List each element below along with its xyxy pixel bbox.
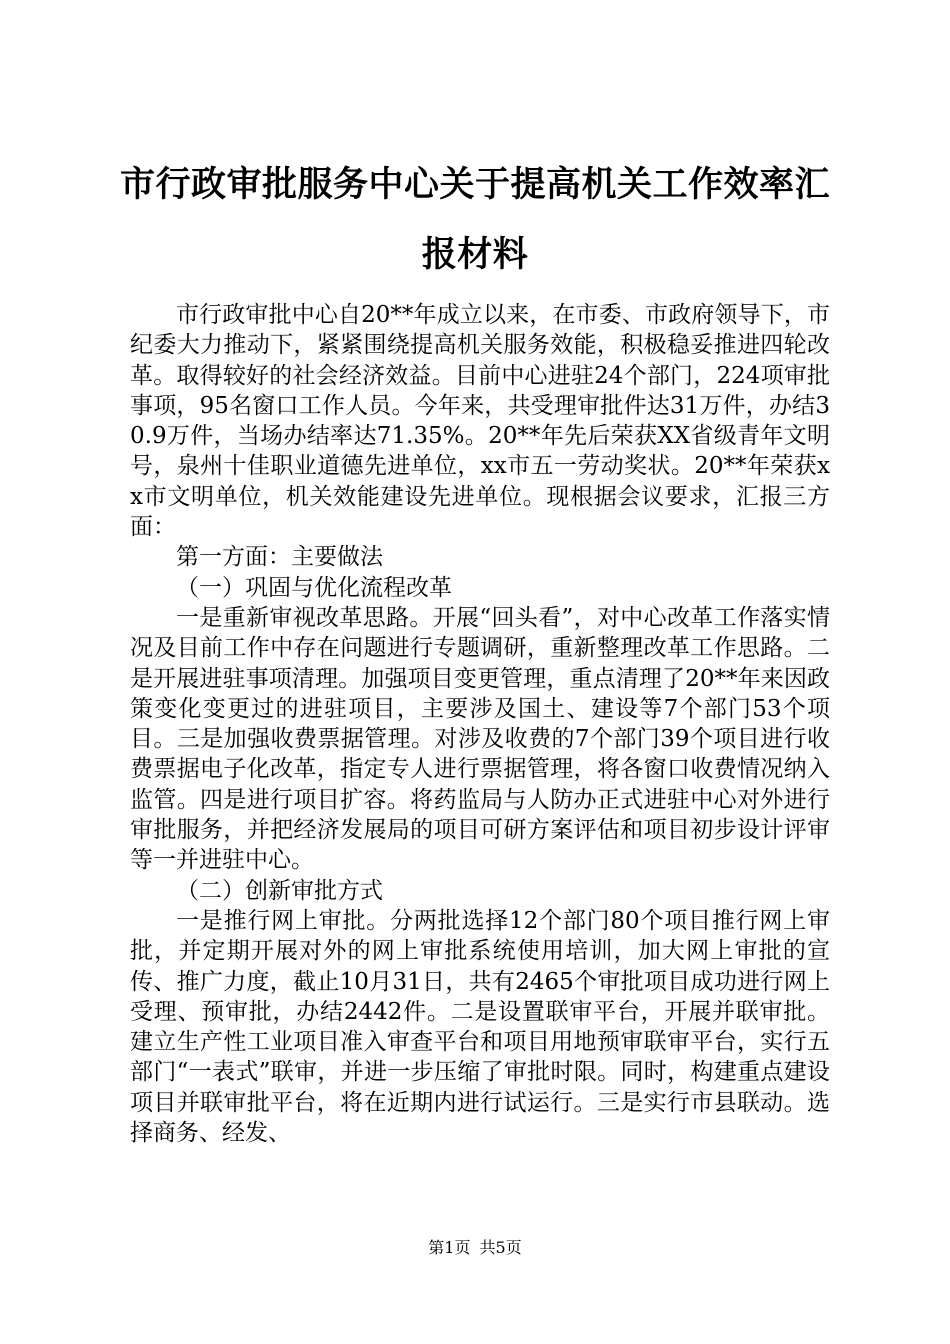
paragraph-process-reform: 一是重新审视改革思路。开展“回头看”，对中心改革工作落实情况及目前工作中存在问题进行专题调研，重新整理改革工作思路。二是开展进驻事项清理。加强项目变更管理，重点清理了20**年来因政策变化变更过的进驻项目，主要涉及国土、建设等7个部门53个项目。三是加强收费票据管理。对涉及收费的7个部门39个项目进行收费票据电子化改革，指定专人进行票据管理，将各窗口收费情况纳入监管。四是进行项目扩容。将药监局与人防办正式进驻中心对外进行审批服务，并把经济发展局的项目可研方案评估和项目初步设计评审等一并进驻中心。	[130, 604, 830, 874]
subsection-heading-2: （二）创新审批方式	[176, 877, 383, 904]
document-body	[130, 300, 830, 1148]
paragraph-intro: 市行政审批中心自20**年成立以来，在市委、市政府领导下，市纪委大力推动下，紧紧围绕提高机关服务效能，积极稳妥推进四轮改革。取得较好的社会经济效益。目前中心进驻24个部门，224项审批事项，95名窗口工作人员。今年来，共受理审批件达31万件，办结30.9万件，当场办结率达71.35%。20**年先后荣获XX省级青年文明号，泉州十佳职业道德先进单位，xx市五一劳动奖状。20**年荣获xx市文明单位，机关效能建设先进单位。现根据会议要求，汇报三方面：	[130, 302, 830, 541]
page-footer	[0, 1238, 950, 1258]
title-line-1: 市行政审批服务中心关于提高机关工作效率汇	[120, 164, 831, 205]
paragraph-approval-innovation: 一是推行网上审批。分两批选择12个部门80个项目推行网上审批，并定期开展对外的网上审批系统使用培训，加大网上审批的宣传、推广力度，截止10月31日，共有2465个审批项目成功进行网上受理、预审批，办结2442件。二是设置联审平台，开展并联审批。建立生产性工业项目准入审查平台和项目用地预审联审平台，实行五部门“一表式”联审，并进一步压缩了审批时限。同时，构建重点建设项目并联审批平台，将在近期内进行试运行。三是实行市县联动。选择商务、经发、	[130, 907, 830, 1147]
document-title	[120, 150, 830, 290]
page-total: 共5页	[479, 1238, 522, 1257]
section-heading: 第一方面：主要做法	[176, 544, 383, 571]
page-number: 第1页	[428, 1238, 471, 1257]
subsection-heading-1: （一）巩固与优化流程改革	[176, 574, 452, 601]
title-line-2: 报材料	[421, 234, 529, 275]
